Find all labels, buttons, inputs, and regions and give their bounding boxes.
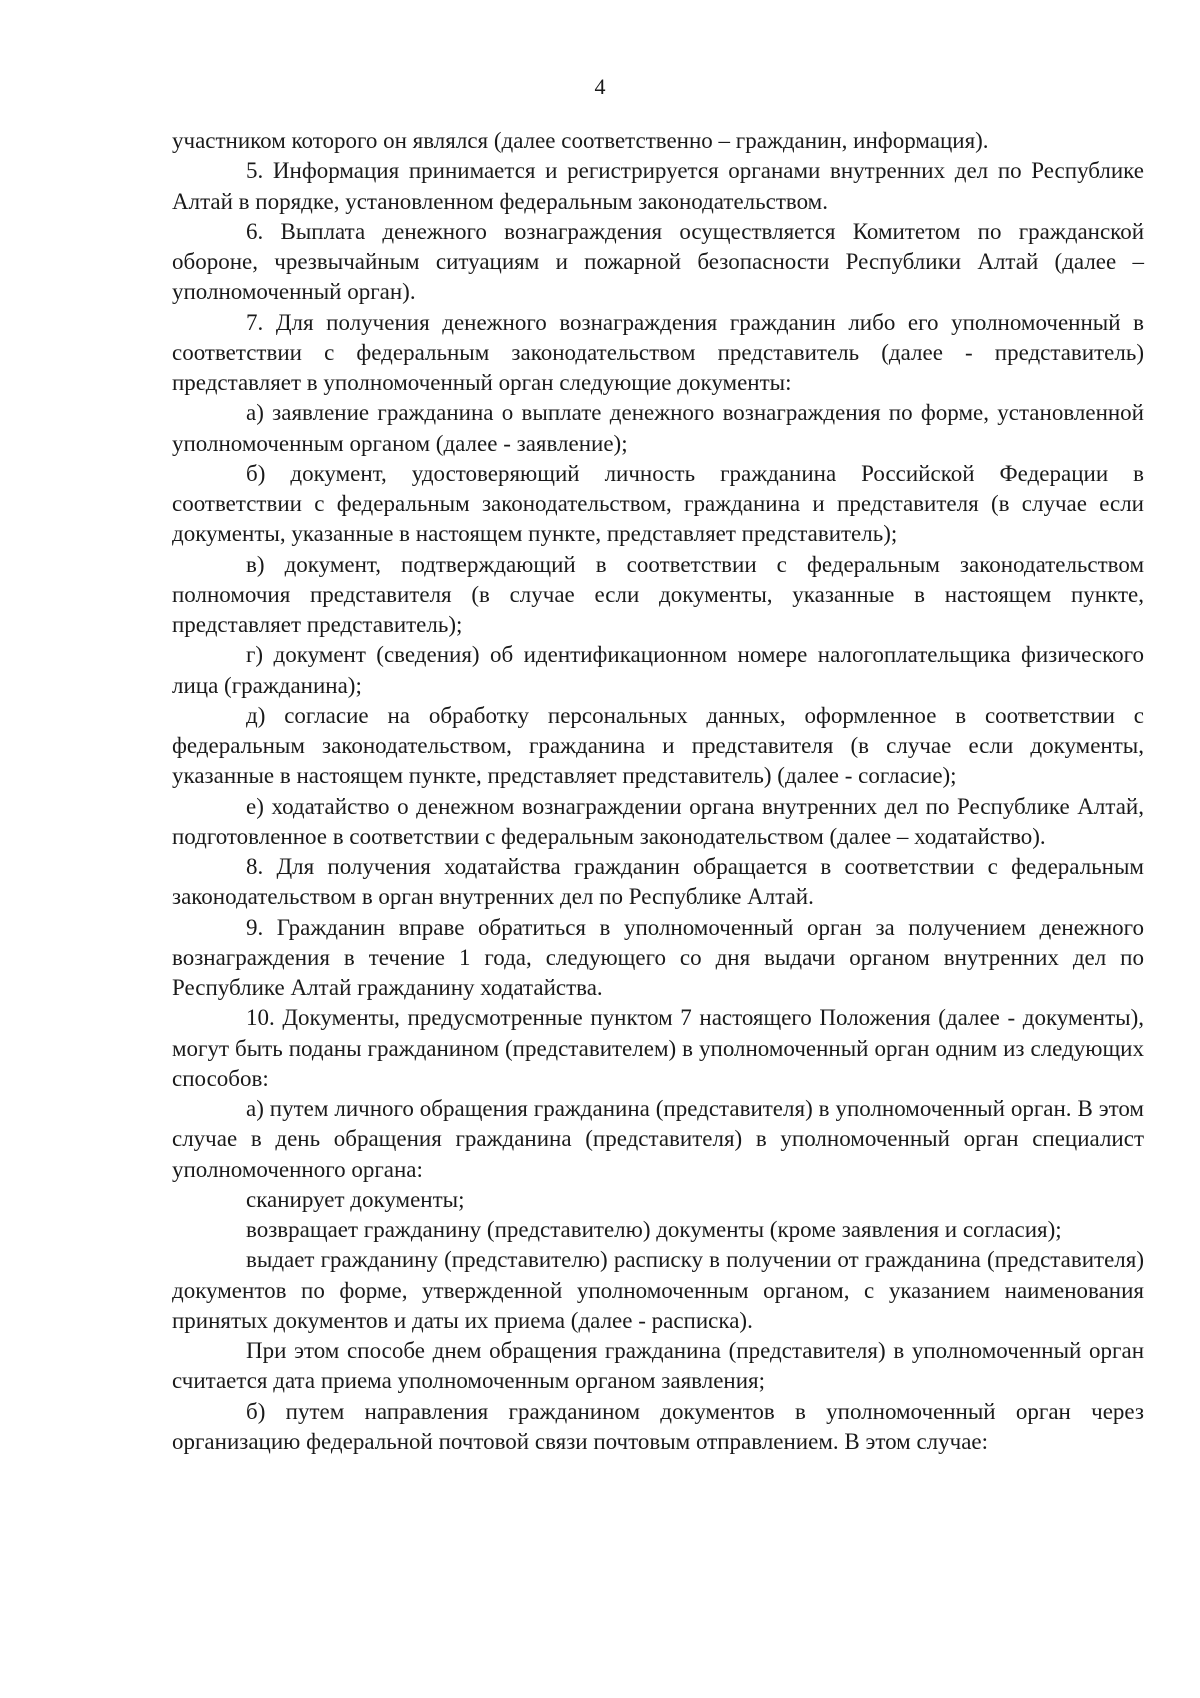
paragraph-subitem-g: г) документ (сведения) об идентификационном номере налогоплательщика физического лица (гражданина);: [172, 642, 1144, 698]
paragraph-item-10: 10. Документы, предусмотренные пунктом 7 настоящего Положения (далее - документы), могут быть поданы гражданином (представителем) в уполномоченный орган одним из следующих способов:: [172, 1005, 1144, 1091]
paragraph-action-return: возвращает гражданину (представителю) документы (кроме заявления и согласия);: [246, 1217, 1062, 1242]
paragraph-action-receipt: выдает гражданину (представителю) расписку в получении от гражданина (представителя) документов по форме, утвержденной уполномоченным органом, с указанием наименования принятых документов и даты их приема (далее - расписка).: [172, 1247, 1144, 1333]
paragraph-method-a: а) путем личного обращения гражданина (представителя) в уполномоченный орган. В этом случае в день обращения гражданина (представителя) в уполномоченный орган специалист уполномоченного органа:: [172, 1096, 1144, 1182]
paragraph-subitem-d: д) согласие на обработку персональных данных, оформленное в соответствии с федеральным законодательством, гражданина и представителя (в случае если документы, указанные в настоящем пункте, представляет представитель) (далее - согласие);: [172, 702, 1144, 789]
paragraph-continuation: участником которого он являлся (далее соответственно – гражданин, информация).: [172, 128, 989, 153]
paragraph-subitem-v: в) документ, подтверждающий в соответствии с федеральным законодательством полномочия представителя (в случае если документы, указанные в настоящем пункте, представляет представитель);: [172, 551, 1144, 637]
paragraph-item-8: 8. Для получения ходатайства гражданин обращается в соответствии с федеральным законодательством в орган внутренних дел по Республике Алтай.: [172, 854, 1144, 910]
document-body: [172, 126, 1144, 1457]
paragraph-method-a-date: При этом способе днем обращения гражданина (представителя) в уполномоченный орган считается дата приема уполномоченным органом заявления;: [172, 1338, 1144, 1394]
paragraph-subitem-a: а) заявление гражданина о выплате денежного вознаграждения по форме, установленной уполномоченным органом (далее - заявление);: [172, 400, 1144, 456]
paragraph-subitem-e: е) ходатайство о денежном вознаграждении органа внутренних дел по Республике Алтай, подготовленное в соответствии с федеральным законодательством (далее – ходатайство).: [172, 793, 1144, 849]
paragraph-item-7: 7. Для получения денежного вознаграждения гражданин либо его уполномоченный в соответствии с федеральным законодательством представитель (далее - представитель) представляет в уполномоченный орган следующие документы:: [172, 309, 1144, 395]
paragraph-method-b: б) путем направления гражданином документов в уполномоченный орган через организацию федеральной почтовой связи почтовым отправлением. В этом случае:: [172, 1398, 1144, 1454]
paragraph-item-9: 9. Гражданин вправе обратиться в уполномоченный орган за получением денежного вознаграждения в течение 1 года, следующего со дня выдачи органом внутренних дел по Республике Алтай гражданину ходатайства.: [172, 914, 1144, 1000]
paragraph-subitem-b: б) документ, удостоверяющий личность гражданина Российской Федерации в соответствии с федеральным законодательством, гражданина и представителя (в случае если документы, указанные в настоящем пункте, представляет представитель);: [172, 460, 1144, 547]
paragraph-item-5: 5. Информация принимается и регистрируется органами внутренних дел по Республике Алтай в порядке, установленном федеральным законодательством.: [172, 158, 1144, 214]
page-number: 4: [594, 74, 606, 99]
paragraph-action-scan: сканирует документы;: [246, 1186, 465, 1212]
paragraph-item-6: 6. Выплата денежного вознаграждения осуществляется Комитетом по гражданской обороне, чрезвычайным ситуациям и пожарной безопасности Республики Алтай (далее – уполномоченный орган).: [172, 218, 1144, 305]
